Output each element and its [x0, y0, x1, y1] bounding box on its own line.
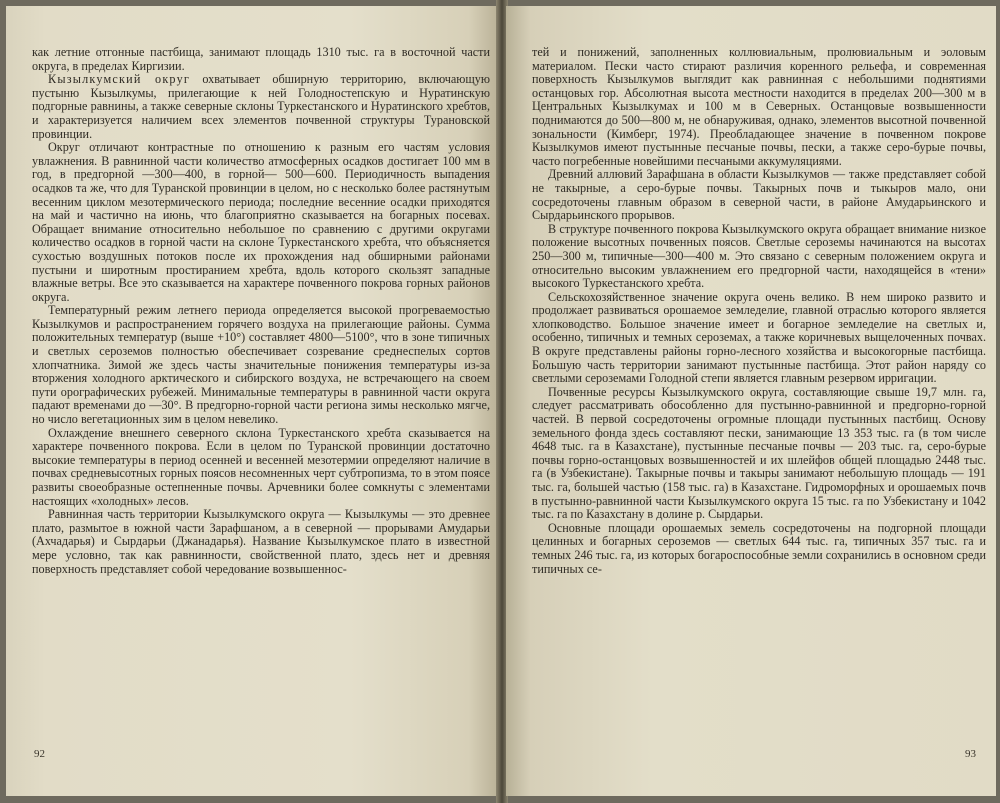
paragraph: как летние отгонные пастбища, занимают площадь 1310 тыс. га в восточной части округа, в пределах Киргизии. — [32, 45, 490, 73]
paragraph: Почвенные ресурсы Кызылкумского округа, составляющие свыше 19,7 млн. га, следует рассматривать обособленно для пустынно-равнинной и предгорно-горной частей. В первой сосредоточены огромные площади пустынных пастбищ. Основу земельного фонда здесь составляют пески, занимающие 13 353 тыс. га (в том числе 4648 тыс. га в Казахстане), пустынные песчаные почвы — 203 тыс. га, серо-бурые почвы горно-останцовых возвышенностей и их шлейфов общей площадью 2448 тыс. га (в Узбекистане). Такырные почвы и такыры занимают небольшую площадь — 191 тыс. га, большей частью (158 тыс. га) в Казахстане. Гидроморфных и орошаемых почв в пустынно-равнинной части Кызылкумского округа 15 тыс. га по Узбекистану и 1042 тыс. га по Казахстану в долине р. Сырдарьи. — [532, 384, 986, 522]
paragraph — [32, 73, 490, 141]
paragraph: Округ отличают контрастные по отношению к разным его частям условия увлажнения. В равнинной части количество атмосферных осадков достигает 100 мм в год, в предгорной —300—400, в горной— 500—600. Периодичность выпадения осадков та же, что для Туранской провинции в целом, но с несколько более растянутым весенним циклом мезотермического периода; последние весенние осадки приходятся на май и частично на июнь, что благоприятно сказывается на богарных посевах. Обращает внимание относительно небольшое по сравнению с другими округами количество осадков в горной части на склоне Туркестанского хребта, что объясняется сухостью воздушных потоков после их прохождения над обширными районами пустыни и широтным простиранием хребта, вдоль которого скользят западные влажные ветры. Все это сказывается на характере почвенного покрова горных районов округа. — [32, 140, 490, 304]
paragraph: Сельскохозяйственное значение округа очень велико. В нем широко развито и продолжает развиваться орошаемое земледелие, главной отраслью которого является хлопководство. Большое значение имеет и богарное земледелие на светлых и, особенно, типичных и темных сероземах, а также коричневых выщелоченных почвах. В округе представлены районы горно-лесного хозяйства и высокогорные пастбища. Большую часть территории занимают пустынные пастбища. Этот район наряду со светлыми сероземами Голодной степи является главным резервом ирригации. — [532, 289, 986, 386]
paragraph: Равнинная часть территории Кызылкумского округа — Кызылкумы — это древнее плато, размытое в южной части Зарафшаном, а в северной — прорывами Амударьи (Ахчадарья) и Сырдарьи (Джанадарья). Название Кызылкумское плато в известной мере условно, так как равнинности, свойственной плато, здесь нет и древняя поверхность представляет собой чередование возвышеннос- — [32, 507, 490, 576]
paragraph: В структуре почвенного покрова Кызылкумского округа обращает внимание низкое положение высотных почвенных поясов. Светлые сероземы начинаются на высотах 250—300 м, типичные—300—400 м. Это связано с северным положением округа и относительно высоким увлажнением его предгорной части, находящейся в «тени» высокого Туркестанского хребта. — [532, 221, 986, 291]
paragraph: тей и понижений, заполненных коллювиальным, пролювиальным и эоловым материалом. Пески часто стирают различия коренного рельефа, и современная поверхность Кызылкумов выглядит как равнинная с небольшими поднятиями останцовых гор. Абсолютная высота местности находится в пределах 200—300 м в Центральных Кызылкумах и 100 м в Северных. Останцовые возвышенности поднимаются до 500—800 м, не обнаруживая, однако, элементов высотной почвенной зональности (Кимберг, 1974). Преобладающее значение в почвенном покрове Кызылкумов имеют пустынные песчаные почвы, пески, а также серо-бурые почвы, часто погребенные новейшими песчаными аккумуляциями. — [532, 45, 986, 168]
left-page — [6, 6, 498, 796]
left-page-text — [32, 46, 490, 576]
page-number-right: 93 — [965, 748, 976, 760]
paragraph: Основные площади орошаемых земель сосредоточены на подгорной площади целинных и богарных сероземов — светлых 644 тыс. га, типичных 357 тыс. га и темных 246 тыс. га, из которых богароспособные земли сохранились в основном среди типичных се- — [532, 520, 986, 576]
page-number-left: 92 — [34, 748, 45, 760]
right-page — [506, 6, 996, 796]
right-page-text — [532, 46, 986, 576]
paragraph: Температурный режим летнего периода определяется высокой прогреваемостью Кызылкумов и распространением горячего воздуха на прилегающие районы. Сумма положительных температур (выше +10°) составляет 4800—5100°, что в зоне типичных и светлых сероземов полностью обеспечивает созревание среднеспелых сортов хлопчатника. Зимой же здесь часты значительные понижения температуры из-за вторжения холодного арктического и сибирского воздуха, не встречающего на своем пути орографических рубежей. Минимальные температуры в равнинной части округа падают временами до —30°. В предгорно-горной части региона зимы несколько мягче, но число вегетационных зим в целом невелико. — [32, 303, 490, 427]
paragraph-body: охватывает обширную территорию, включающую пустыню Кызылкумы, прилегающие к ней Голодностепскую и Нуратинскую подгорные равнины, а также северные склоны Туркестанского и Нуратинского хребтов, и характеризуется наличием всех элементов почвенной структуры Турановской провинции. — [32, 72, 490, 141]
paragraph: Древний аллювий Зарафшана в области Кызылкумов — также представляет собой не такырные, а серо-бурые почвы. Такырных почв и тыкыров мало, они сосредоточены главным образом в северной части, в районе Амударьинского и Сырдарьинского прорывов. — [532, 167, 986, 223]
paragraph: Охлаждение внешнего северного склона Туркестанского хребта сказывается на характере почвенного покрова. Если в целом по Туранской провинции достаточно высокие температуры в период осенней и весенней мезотермии определяют наличие в почвах средневысотных горных поясов несомненных черт субтропизма, то в этом поясе развиты своеобразные остепненные почвы. Арчевники более сомкнуты с элементами настоящих «холодных» лесов. — [32, 425, 490, 508]
section-lead-term: Кызылкумский округ — [48, 72, 191, 87]
